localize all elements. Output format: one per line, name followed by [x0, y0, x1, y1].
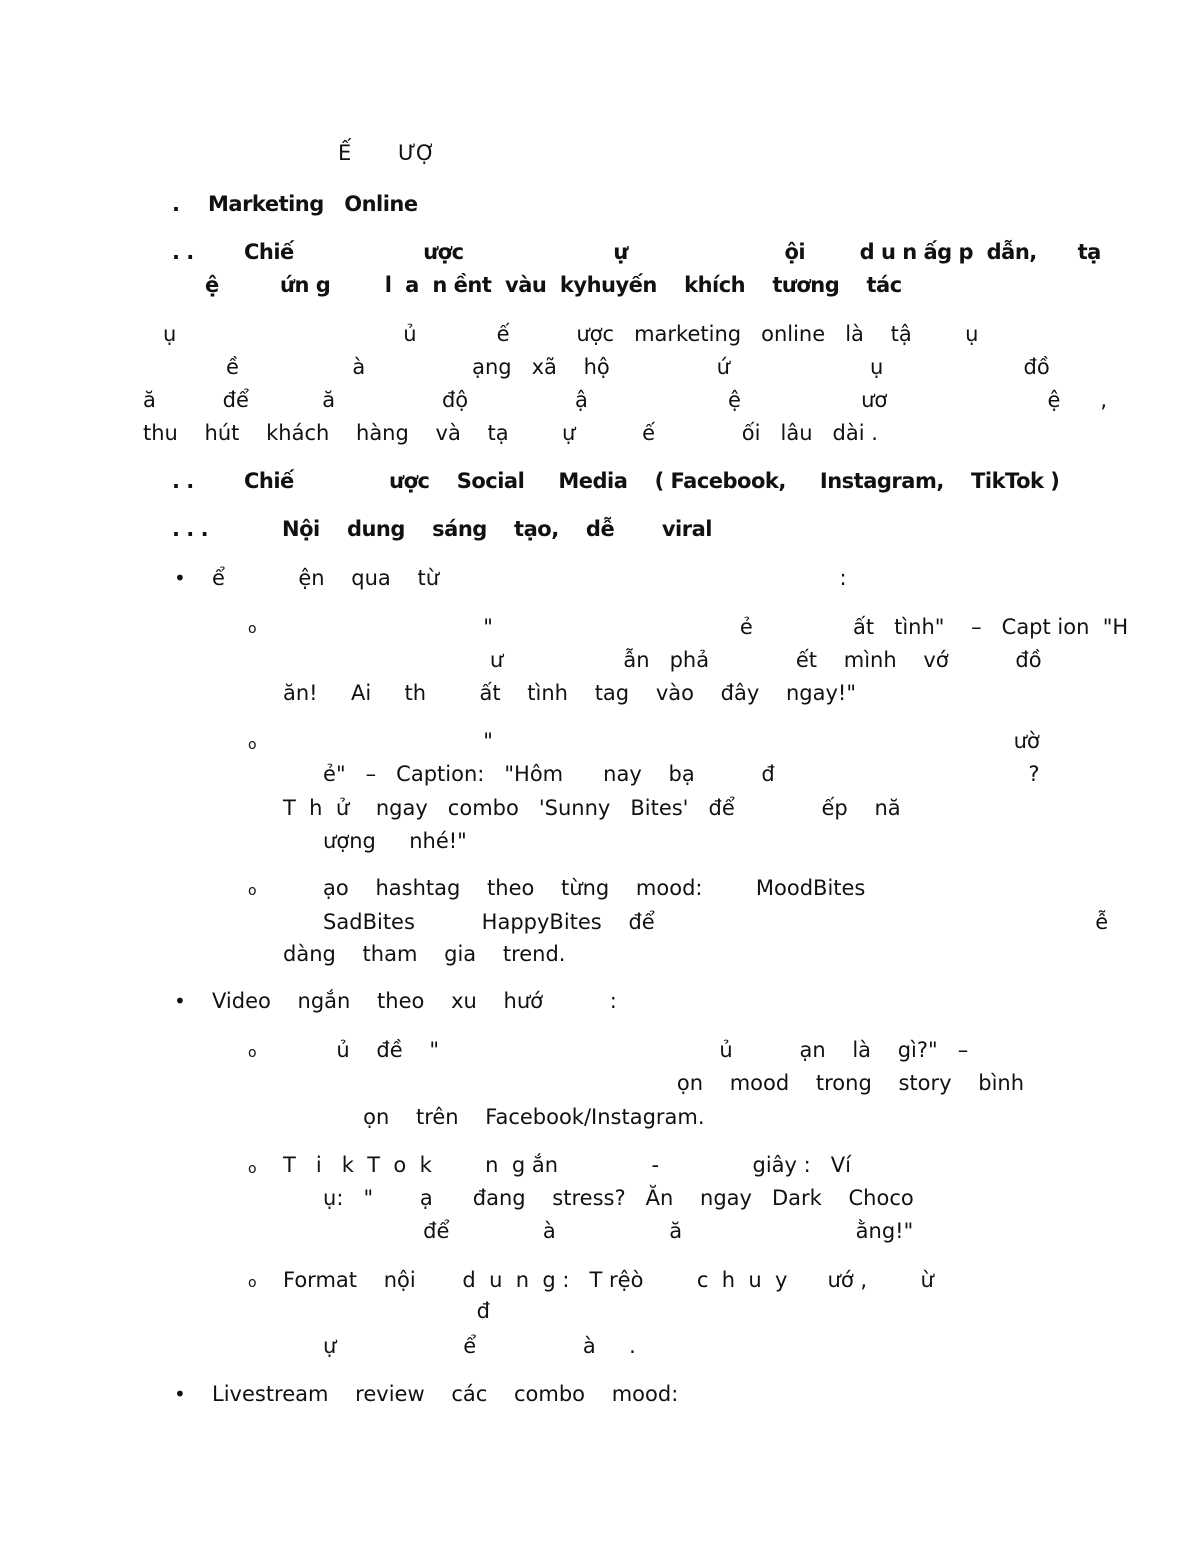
paragraph-line: ă để ă độ ậ ệ ươ ệ ,: [143, 388, 1108, 412]
subbullet-text: ủ đề " ủ ạn là gì?" –: [283, 1038, 969, 1062]
bullet-dot: •: [174, 1382, 186, 1406]
subbullet-text: ụ: " ạ đang stress? Ăn ngay Dark Choco: [283, 1186, 914, 1210]
subbullet-text: ượng nhé!": [283, 829, 467, 853]
bullet-dot: •: [174, 989, 186, 1013]
section-1-2-1-heading: Nội dung sáng tạo, dễ viral: [282, 517, 712, 541]
subbullet-circle: o: [248, 1275, 257, 1291]
section-1-1-heading-line: ệ ứn g l a n ềnt vàu kyhuyến khích tương tác: [205, 273, 902, 297]
document-title: Ế ƯỢ: [338, 141, 436, 165]
section-1-1-number: . .: [172, 240, 194, 264]
subbullet-text: để à ă ằng!": [283, 1219, 914, 1243]
subbullet-circle: o: [248, 1045, 257, 1061]
paragraph-line: ề à ạng xã hộ ứ ụ đồ: [226, 355, 1050, 379]
subbullet-text: SadBites HappyBites để ễ: [283, 910, 1109, 934]
bullet-text: Livestream review các combo mood:: [212, 1382, 679, 1406]
subbullet-circle: o: [248, 883, 257, 899]
subbullet-text: Format nội d u n g : T rệò c h u y ướ , ừ: [283, 1268, 934, 1292]
section-1-2-heading: Chiế ược Social Media ( Facebook, Instagram, TikTok ): [244, 469, 1060, 493]
section-1-heading: Marketing Online: [208, 192, 418, 216]
subbullet-text: T i k T o k n g ắn - giây : Ví: [283, 1153, 851, 1177]
section-1-number: .: [172, 192, 180, 216]
section-1-2-1-number: . . .: [172, 517, 209, 541]
bullet-text: ể ện qua từ :: [212, 566, 847, 590]
subbullet-circle: o: [248, 621, 257, 637]
paragraph-line: thu hút khách hàng và tạ ự ế ối lâu dài .: [143, 421, 878, 445]
subbullet-text: ăn! Ai th ất tình tag vào đây ngay!": [283, 681, 857, 705]
subbullet-text: " ẻ ất tình" – Capt ion "H: [283, 615, 1129, 639]
subbullet-circle: o: [248, 737, 257, 753]
bullet-dot: •: [174, 566, 186, 590]
section-1-1-heading-line: Chiế ược ự ội d u n ấg p dẫn, tạ: [244, 240, 1101, 264]
subbullet-text: T h ử ngay combo 'Sunny Bites' để ếp nă: [283, 796, 901, 820]
subbullet-text: ạo hashtag theo từng mood: MoodBites: [283, 876, 866, 900]
paragraph-line: ụ ủ ế ược marketing online là tậ ụ: [163, 322, 979, 346]
subbullet-text: ư ẫn phả ết mình vớ đồ: [283, 648, 1042, 672]
section-1-2-number: . .: [172, 469, 194, 493]
bullet-text: Video ngắn theo xu hướ :: [212, 989, 617, 1013]
subbullet-text: dàng tham gia trend.: [283, 942, 566, 966]
subbullet-text: " ườ: [283, 729, 1040, 753]
subbullet-text: đ: [283, 1299, 490, 1323]
subbullet-circle: o: [248, 1161, 257, 1177]
subbullet-text: ẻ" – Caption: "Hôm nay bạ đ ?: [283, 762, 1040, 786]
subbullet-text: ự ể à .: [283, 1334, 636, 1358]
subbullet-text: ọn mood trong story bình: [283, 1071, 1025, 1095]
subbullet-text: ọn trên Facebook/Instagram.: [283, 1105, 705, 1129]
